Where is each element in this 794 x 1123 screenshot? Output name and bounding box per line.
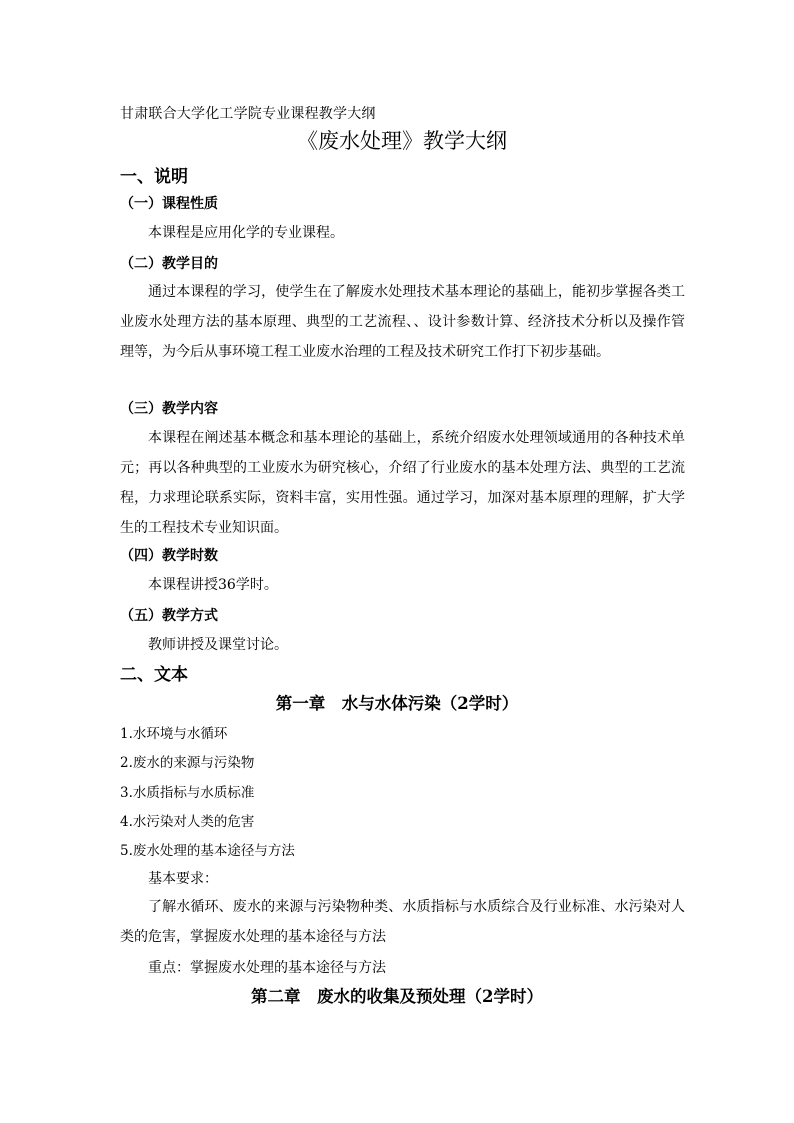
subsection-heading-teaching-content: （三）教学内容: [120, 401, 218, 417]
document-title: 《废水处理》教学大纲: [297, 129, 507, 153]
key-points-text: 重点：掌握废水处理的基本途径与方法: [148, 960, 386, 976]
institution-header: 甘肃联合大学化工学院专业课程教学大纲: [120, 106, 376, 122]
teaching-content-paragraph: 本课程在阐述基本概念和基本理论的基础上，系统介绍废水处理领域通用的各种技术单元；再以各种典型的工业废水为研究核心，介绍了行业废水的基本处理方法、典型的工艺流程，力求理论联系实际，资料丰富，实用性强。通过学习，加深对基本原理的理解，扩大学生的工程技术专业知识面。: [120, 430, 685, 536]
teaching-goal-paragraph: 通过本课程的学习，使学生在了解废水处理技术基本理论的基础上，能初步掌握各类工业废水处理方法的基本原理、典型的工艺流程、、设计参数计算、经济技术分析以及操作管理等，为今后从事环境工程工业废水治理的工程及技术研究工作打下初步基础。: [120, 284, 685, 360]
list-item: 5.废水处理的基本途径与方法: [120, 843, 295, 859]
subsection-heading-course-nature: （一）课程性质: [120, 196, 218, 212]
list-item: 4.水污染对人类的危害: [120, 814, 255, 830]
list-item: 3.水质指标与水质标准: [120, 785, 255, 801]
teaching-method-text: 教师讲授及课堂讨论。: [148, 637, 288, 653]
list-item: 2.废水的来源与污染物: [120, 755, 255, 771]
course-nature-text: 本课程是应用化学的专业课程。: [148, 225, 344, 241]
chapter-2-title: 第二章 废水的收集及预处理（2学时）: [251, 987, 543, 1006]
subsection-heading-teaching-hours: （四）教学时数: [120, 548, 218, 564]
subsection-heading-teaching-method: （五）教学方式: [120, 608, 218, 624]
section-heading-text: 二、文本: [120, 665, 188, 685]
requirements-label: 基本要求：: [148, 871, 218, 887]
chapter-1-title: 第一章 水与水体污染（2学时）: [275, 694, 519, 713]
subsection-heading-teaching-goal: （二）教学目的: [120, 256, 218, 272]
section-heading-description: 一、说明: [120, 167, 188, 187]
list-item: 1.水环境与水循环: [120, 726, 228, 742]
requirements-paragraph: 了解水循环、废水的来源与污染物种类、水质指标与水质综合及行业标准、水污染对人类的危害，掌握废水处理的基本途径与方法: [120, 899, 685, 945]
teaching-hours-text: 本课程讲授36学时。: [148, 577, 278, 593]
